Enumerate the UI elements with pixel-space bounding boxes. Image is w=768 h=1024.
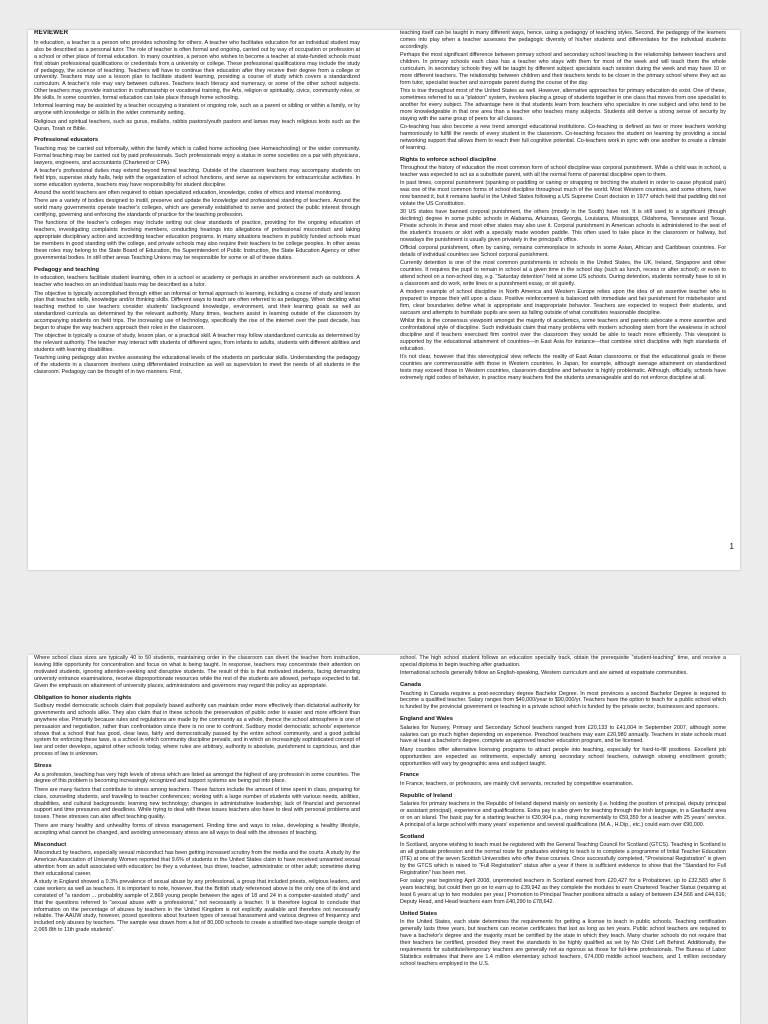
paragraph: A modern example of school discipline in North America and Western Europe relies upon the idea of an assertive teacher who is prepared to impose their will upon a class. Positive reinforcement is balanced with immediate and fair punishment for misbehavior and firm, clear boundaries define what is appropriate and inappropriate behavior. Teachers are expected to respect their students, and sarcasm and attempts to humiliate pupils are seen as falling outside of what constitutes reasonable discipline. (400, 289, 726, 317)
section-heading: Canada (400, 682, 421, 689)
page2-left-content (34, 655, 360, 934)
paragraph: It's not clear, however that this stereotypical view reflects the reality of East Asian classrooms or that the educational goals in these countries are commensurable with those in Western countries. In Japan, for example, although average attainment on standardized tests may exceed those in Western countries, classroom discipline and behavior is highly problematic. Although, officially, schools have extremely rigid codes of behavior, in practice many teachers find the students unmanageable and do not enforce discipline at all. (400, 354, 726, 381)
paragraph: Misconduct by teachers, especially sexual misconduct has been getting increased scrutiny from the media and the courts. A study by the American Association of University Women reported that 9.6% of students in the United States claim to have received unwanted sexual attention from an adult associated with education; be they a volunteer, bus driver, teacher, administrator or other adult; sometime during their educational career. (34, 849, 360, 877)
paragraph: The objective is typically a course of study, lesson plan, or a practical skill. A teacher may follow standardized curricula as determined by the relevant authority. The teacher may interact with students of different ages, from infants to adults, students with different abilities and students with learning disabilities. (34, 333, 360, 354)
paragraph: A teacher's professional duties may extend beyond formal teaching. Outside of the classroom teachers may accompany students on field trips, supervise study halls, help with the organization of school functions, and serve as supervisors for extracurricular activities. In some education systems, teachers may have responsibility for student discipline. (34, 167, 360, 188)
section-heading: Misconduct (34, 841, 67, 848)
section-heading: Professional educators (34, 137, 99, 144)
section-heading: Obligation to honor students rights (34, 694, 132, 701)
paragraph: In Scotland, anyone wishing to teach must be registered with the General Teaching Council for Scotland (GTCS). Teaching in Scotland is an all graduate profession and the normal route for graduates wishing to teach is to complete a programme of Initial Teacher Education (ITE) at one of the seven Scottish Universities who offer these courses. Once successfully completed, "Provisional Registration" is given by the GTCS which is raised to "Full Registration" status after a year if there is sufficient evidence to show that the "Standard for Full Registration" has been met. (400, 842, 726, 876)
page1-right-column (400, 30, 726, 383)
paragraph: Religious and spiritual teachers, such as gurus, mullahs, rabbis pastors/youth pastors and lamas may teach religious texts such as the Quran, Torah or Bible. (34, 118, 360, 132)
paragraph: There are a variety of bodies designed to instill, preserve and update the knowledge and professional standing of teachers. Around the world many governments operate teacher's colleges, which are generally established to serve and protect the public interest through certifying, governing and enforcing the standards of practice for the teaching profession. (34, 198, 360, 219)
paragraph: Currently detention is one of the most common punishments in schools in the United States, the UK, Ireland, Singapore and other countries. It requires the pupil to remain in school at a given time in the school day (such as lunch, recess or after school); or even to attend school on a non-school day, e.g. "Saturday detention" held at some US schools. During detention, students normally have to sit in a classroom and do work, write lines or a punishment essay, or sit quietly. (400, 260, 726, 288)
page-number: 1 (729, 542, 734, 551)
paragraph: The functions of the teacher's colleges may include setting out clear standards of practice, providing for the ongoing education of teachers, investigating complaints involving members, conducting hearings into allegations of professional misconduct and taking appropriate disciplinary action and accrediting teacher education programs. In many situations teachers in publicly funded schools must be members in good standing with the college, and private schools may also require their teachers to be college peoples. In other areas these roles may belong to the State Board of Education, the Superintendent of Public Instruction, the State Education Agency or other governmental bodies. In still other areas Teaching Unions may be responsible for some or all of these duties. (34, 220, 360, 262)
paragraph: Where school class sizes are typically 40 to 50 students, maintaining order in the classroom can divert the teacher from instruction, leaving little opportunity for concentration and focus on what is being taught. In response, teachers may concentrate their attention on motivated students, ignoring attention-seeking and disruptive students. The result of this is that motivated students, facing demanding university entrance examinations, receive disproportionate resources while the rest of the students are allowed, perhaps expected to fail. Given the emphasis on attainment of university places, administrators and governors may regard this policy as appropriate. (34, 655, 360, 689)
paragraph: This is true throughout most of the United States as well. However, alternative approaches for primary education do exist. One of these, sometimes referred to as a "platoon" system, involves placing a group of students together in one class that moves from one specialist to another for every subject. The advantage here is that students learn from teachers who specialize in one subject and who tend to be more knowledgeable in that one area than a teacher who teaches many subjects. Students still derive a strong sense of security by staying with the same group of peers for all classes. (400, 88, 726, 122)
paragraph: Perhaps the most significant difference between primary school and secondary school teaching is the relationship between teachers and children. In primary schools each class has a teacher who stays with them for most of the week and will teach them the whole curriculum. In secondary schools they will be taught by different subject specialists each session during the week and may have 10 or more different teachers. The relationship between children and their teachers tends to be closer in the primary school where they act as form tutor, specialist teacher and surrogate parent during the course of the day. (400, 52, 726, 86)
paragraph: Official corporal punishment, often by caning, remains commonplace in schools in some Asian, African and Caribbean countries. For details of individual countries see School corporal punishment. (400, 245, 726, 259)
page2-right-column (400, 655, 726, 969)
page1-left-column (34, 30, 360, 378)
section-heading: Republic of Ireland (400, 792, 453, 799)
paragraph: In education, a teacher is a person who provides schooling for others. A teacher who facilitates education for an individual student may also be described as a personal tutor. The role of teacher is often formal and ongoing, carried out by way of occupation or profession at a school or other place of formal education. In many countries, a person who wishes to become a teacher at state-funded schools must first obtain professional qualifications or credentials from a university or college. These professional qualifications may include the study of pedagogy, the science of teaching. Teachers will have to continue their education after they receive their degree from a college or university. Teachers may use a lesson plan to facilitate student learning, providing a course of study which covers a standardized curriculum. A teacher's role may vary between cultures. Teachers teach literacy and numeracy, or some of the other school subjects. Other teachers may provide instruction in craftsmanship or vocational training, the Arts, religion or spirituality, civics, community roles, or life skills. In some countries, formal education can take place through home schooling. (34, 39, 360, 102)
paragraph: Teaching in Canada requires a post-secondary degree Bachelor Degree. In most provinces a second Bachelor Degree is required to become a qualified teacher. Salary ranges from $40,000/year to $90,000/yr. Teachers have the option to teach for a public school which is funded by the provincial government or teaching in a private school which is funded by the private sector, businesses and sponsors. (400, 690, 726, 711)
section-heading: Rights to enforce school discipline (400, 156, 497, 163)
paragraph: Co-teaching has also become a new trend amongst educational institutions. Co-teaching is defined as two or more teachers working harmoniously to fulfill the needs of every student in the classroom. Co-teaching focuses the student on learning by providing a social networking support that allows them to reach their full cognitive potential. Co-teachers work in sync with one another to create a climate of learning. (400, 123, 726, 151)
document-page-2 (28, 655, 740, 1024)
paragraph: A study in England showed a 0.3% prevalence of sexual abuse by any professional, a group that included priests, religious leaders, and case workers as well as teachers. It is important to note, however, that the British study referenced above is the only one of its kind and consisted of "a random ... probability sample of 2,869 young people between the ages of 18 and 24 in a computer-assisted study" and that the questions referred to "sexual abuse with a professional," not necessarily a teacher. It is therefore logical to conclude that information on the percentage of abuses by teachers in the United Kingdom is not explicitly available and therefore not necessarily reliable. The AAUW study, however, posed questions about fourteen types of sexual harassment and various degrees of frequency and included only abuses by teachers. "The sample was drawn from a list of 80,000 schools to create a stratified two-stage sample design of 2,065 8th to 11th grade students". (34, 878, 360, 934)
paragraph: Throughout the history of education the most common form of school discipline was corporal punishment. While a child was in school, a teacher was expected to act as a substitute parent, with all the normal forms of parental discipline open to them. (400, 164, 726, 178)
paragraph: International schools generally follow an English-speaking, Western curriculum and are aimed at expatriate communities. (400, 670, 688, 677)
paragraph: As a profession, teaching has very high levels of stress which are listed as amongst the highest of any profession in some countries. The degree of this problem is becoming increasingly recognized and support systems are being put into place. (34, 771, 360, 785)
page2-right-content (400, 655, 726, 967)
paragraph: school. The high school student follows an education specialty track, obtain the prerequisite "student-teaching" time, and receive a special diploma to begin teaching after graduation. (400, 655, 726, 668)
section-heading: France (400, 772, 420, 779)
paragraph: The objective is typically accomplished through either an informal or formal approach to learning, including a course of study and lesson plan that teaches skills, knowledge and/or thinking skills. Different ways to teach are often referred to as pedagogy. When deciding what teaching method to use teachers consider students' background knowledge, environment, and their learning goals as well as standardized curricula as determined by the relevant authority. Many times, teachers assist in learning outside of the classroom by accompanying students on field trips. The increasing use of technology, specifically the rise of the internet over the past decade, has begun to shape the way teachers approach their roles in the classroom. (34, 290, 360, 332)
paragraph: Many counties offer alternative licensing programs to attract people into teaching, especially for hard-to-fill positions. Excellent job opportunities are expected as retirements, especially among secondary school teachers, outweigh slowing enrollment growth; opportunities will vary by geographic area and subject taught. (400, 746, 726, 767)
paragraph: Whilst this is the consensus viewpoint amongst the majority of academics, some teachers and parents advocate a more assertive and confrontational style of discipline. Such individuals claim that many problems with modern schooling stem from the weakness in school discipline and if teachers exercised firm control over the classroom they would be able to teach more efficiently. This viewpoint is supported by the educational attainment of countries—in East Asia for instance—that combine strict discipline with high standards of education. (400, 318, 726, 352)
page2-left-column (34, 655, 360, 936)
paragraph: Salaries for Nursery, Primary and Secondary School teachers ranged from £20,133 to £41,004 in September 2007, although some salaries can go much higher depending on experience. Preschool teachers may earn £20,980 annually. Teachers in state schools must have at least a bachelor's degree, complete an approved teacher education program, and be licensed. (400, 724, 726, 745)
section-heading: Stress (34, 763, 52, 770)
paragraph: teaching itself can be taught in many different ways, hence, using a pedagogy of teaching styles. Second, the pedagogy of the learners comes into play when a teacher assesses the pedagogic diversity of his/her students and differentiates for the individual students accordingly. (400, 30, 726, 50)
paragraph: For salary year beginning April 2008, unpromoted teachers in Scotland earned from £20,427 for a Probationer, up to £32,583 after 6 years teaching, but could then go on to earn up to £39,942 as they complete the modules to earn Chartered Teacher Status (requiring at least 6 years at up to two modules per year.) Promotion to Principal Teacher positions attracts a salary of between £34,566 and £44,616; Deputy Head, and Head teachers earn from £40,290 to £78,642. (400, 878, 726, 905)
paragraph: In education, teachers facilitate student learning, often in a school or academy or perhaps in another environment such as outdoors. A teacher who teaches on an individual basis may be described as a tutor. (34, 275, 360, 289)
document-page-1 (28, 30, 740, 570)
paragraph: Teaching may be carried out informally, within the family which is called home schooling (see Homeschooling) or the wider community. Formal teaching may be carried out by paid professionals. Such professionals enjoy a status in some societies on a par with physicians, lawyers, engineers, and accountants (Chartered or CPA). (34, 145, 360, 166)
page1-right-content (400, 30, 726, 382)
page1-left-content (34, 40, 360, 376)
paragraph: Around the world teachers are often required to obtain specialized education, knowledge, codes of ethics and internal monitoring. (34, 190, 342, 197)
paragraph: Salaries for primary teachers in the Republic of Ireland depend mainly on seniority (i.e. holding the position of principal, deputy principal or assistant principal), experience and qualifications. Extra pay is also given for teaching through the Irish language, in a Gaeltacht area or on an island. The basic pay for a starting teacher is €30,904 p.a., rising incrementally to €59,359 for a teacher with 25 years' service. A principal of a large school with many years' experience and several qualifications (M.A., H.Dip., etc.) could earn over €90,000. (400, 801, 726, 828)
paragraph: Teaching using pedagogy also involve assessing the educational levels of the students on particular skills. Understanding the pedagogy of the students in a classroom involves using differentiated instruction as well as supervision to meet the needs of all students in the classroom. Pedagogy can be thought of in two manners. First, (34, 355, 360, 376)
section-heading: United States (400, 910, 438, 917)
paragraph: In France, teachers, or professors, are mainly civil servants, recruited by competitive examination. (400, 780, 634, 787)
section-heading: Pedagogy and teaching (34, 266, 100, 273)
section-heading: Scotland (400, 833, 425, 840)
paragraph: In past times, corporal punishment (spanking or paddling or caning or strapping or birching the student in order to cause physical pain) was one of the most common forms of school discipline throughout much of the world. Most Western countries, and some others, have now banned it, but it remains lawful in the United States following a US Supreme Court decision in 1977 which held that paddling did not violate the US Constitution. (400, 180, 726, 207)
paragraph: There are many factors that contribute to stress among teachers. These factors include the amount of time spent in class, preparing for class, counseling students, and traveling to teacher conferences; working with a large number of students with various needs, abilities, disabilities, and cultural backgrounds; learning new technology; changes in administrative leadership; lack of financial and personnel support and time pressures and deadlines. While trying to deal with these issues teachers also have to deal with personal problems and issues. These stresses can also affect teaching quality. (34, 786, 360, 821)
paragraph: There are many healthy and unhealthy forms of stress management. Finding time and ways to relax, developing a healthy lifestyle, accepting what cannot be changed, and avoiding unnecessary stress are all ways to deal with the stresses of teaching. (34, 822, 360, 836)
paragraph: Sudbury model democratic schools claim that popularly based authority can maintain order more effectively than dictatorial authority for governments and schools alike. They also claim that in these schools the preservation of public order is easier and more efficient than anywhere else. Primarily because rules and regulations are made by the community as a whole, thence the school atmosphere is one of persuasion and negotiation, rather than confrontation since there is no one to confront. Sudbury model democratic schools' experience shows that a school that has good, clear laws, fairly and democratically passed by the entire school community, and a good judicial system for enforcing these laws, is a school in which community discipline prevails, and in which an increasingly sophisticated concept of law and order develops, against other schools today, where rules are arbitrary, authority is absolute, punishment is capricious, and due process of law is unknown. (34, 702, 360, 758)
document-title: REVIEWER (34, 30, 69, 36)
section-heading: England and Wales (400, 716, 453, 723)
paragraph: Informal learning may be assisted by a teacher occupying a transient or ongoing role, such as a parent or sibling or within a family, or by anyone with knowledge or skills in the wider community setting. (34, 103, 360, 117)
paragraph: In the United States, each state determines the requirements for getting a license to teach in public schools. Teaching certification generally lasts three years, but teachers can receive certificates that last as long as ten years. Public school teachers are required to have a bachelor's degree and the majority must be certified by the state in which they teach. Many charter schools do not require that their teachers be certified, provided they meet the standards to be highly qualified as set by No Child Left Behind. Additionally, the requirements for substitute/temporary teachers are generally not as rigorous as those for full-time professionals. The Bureau of Labor Statistics estimates that there are 1.4 million elementary school teachers, 674,000 middle school teachers, and 1 million secondary school teachers employed in the U.S. (400, 919, 726, 967)
paragraph: 30 US states have banned corporal punishment, the others (mostly in the South) have not. It is still used to a significant (though declining) degree in some public schools in Alabama, Arkansas, Georgia, Louisiana, Mississippi, Oklahoma, Tennessee and Texas. Private schools in these and most other states may also use it. Corporal punishment in American schools is administered to the seat of the student's trousers or skirt with a specially made wooden paddle. This often used to take place in the classroom or hallway, but nowadays the punishment is usually given privately in the principal's office. (400, 209, 726, 243)
